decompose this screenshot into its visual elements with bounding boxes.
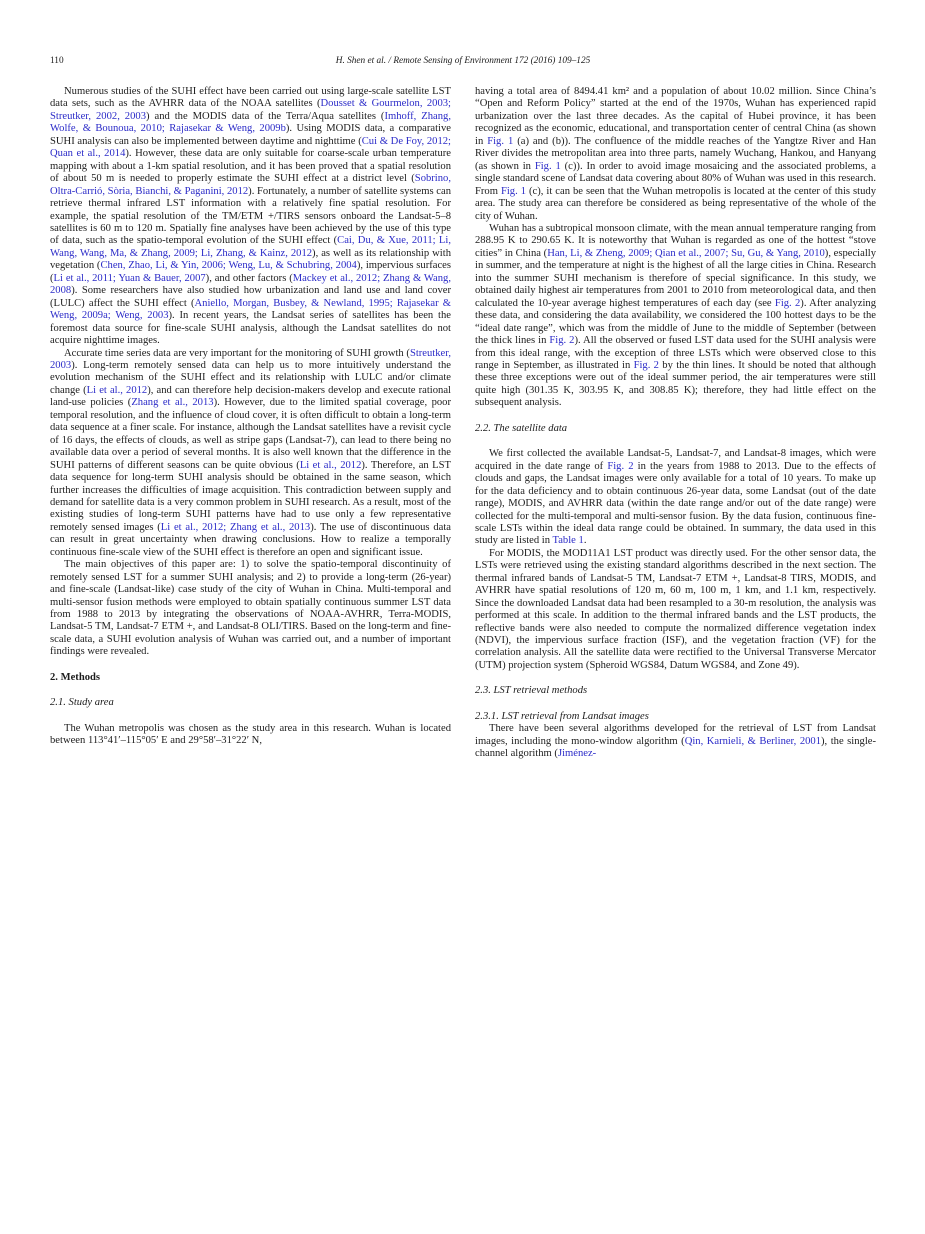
text-run: (c), it can be seen that the Wuhan metropolis is located at the center of this study area. The study area can therefore be considered as being representative of the whole of the city of Wuhan. [475, 185, 876, 222]
subsection-heading: 2.1. Study area [50, 697, 114, 709]
text-run: ). However, due to the limited spatial coverage, poor temporal resolution, and the influence of cloud cover, it is often difficult to obtain a long-term data sequence at a finer scale. For instance, although the Landsat satellites have a revisit cycle of 16 days, the effects of clouds, as well as stripe gaps (Landsat-7), can lead to there being no available data over a period of several months. It is also well known that the difference in the SUHI patterns of different seasons can be quite obvious ( [50, 397, 451, 471]
citation-link[interactable]: Li et al., 2012 [299, 459, 362, 471]
text-run: ), as well as its relationship with vegetation ( [50, 247, 451, 272]
text-run: ). All the observed or fused LST data used for the SUHI analysis were from this ideal range, with the exception of three LSTs which were observed close to this range in September, as illustrated in [475, 335, 876, 371]
citation-link[interactable]: Li et al., 2011; Yuan & Bauer, 2007 [53, 272, 206, 284]
citation-link[interactable]: Sobrino, Oltra-Carrió, Sòria, Bianchi, & Paganini, 2012 [50, 173, 451, 197]
text-run: ), especially in summer, and the temperature at night is the highest of all the large cities in China. Research into the summer SUHI mechanism is therefore of special significance. In this study, we obtained daily highest air temperatures from 2001 to 2010 from meteorological data, and then calculated the 10-year average highest temperatures of each day (see [475, 247, 877, 309]
text-run: ). However, these data are only suitable for coarse-scale urban temperature mapping with about a 1-km spatial resolution, and it has been proved that a spatial resolution of about 50 m is needed to properly estimate the SUHI effect at a district level ( [50, 148, 452, 185]
citation-link[interactable]: Fig. 2 [607, 460, 634, 472]
citation-link[interactable]: Fig. 1 [534, 160, 561, 172]
citation-link[interactable]: Fig. 2 [549, 335, 575, 347]
citation-link[interactable]: Jiménez- [557, 748, 597, 760]
text-run: having a total area of 8494.41 km² and a population of about 10.02 million. Since China’s “Open and Reform Policy” started at the end of the 1970s, Wuhan has experienced rapid urbanization over the last three decades. As the capital of Hubei province, it has been recognized as the economic, educational, and transportation center of central China (as shown in [475, 86, 876, 147]
citation-link[interactable]: Table 1 [552, 535, 584, 547]
page-header [50, 56, 876, 70]
text-run: ). Therefore, an LST data sequence for long-term SUHI analysis should be obtained in the same season, which further increases the difficulties of image acquisition. This contradiction between supply and demand for satellite data is a very common problem in SUHI research. As a result, most of the existing studies of long-term SUHI patterns have had to use only a few representative remotely sensed images ( [50, 459, 451, 533]
citation-link[interactable]: Zhang et al., 2013 [131, 397, 214, 409]
running-head: H. Shen et al. / Remote Sensing of Environment 172 (2016) 109–125 [335, 56, 591, 66]
paragraph [475, 448, 876, 548]
text-run: For MODIS, the MOD11A1 LST product was directly used. For the other sensor data, the LSTs were retrieved using the existing standard algorithms described in the next section. The thermal infrared bands of Landsat-5 TM, Landsat-7 ETM +, Landsat-8 TIRS, MODIS, and AVHRR have spatial resolutions of 120 m, 60 m, 100 m, 1 km, and 1.1 km, respectively. Since the downloaded Landsat data had been resampled to a 30-m resolution, the analysis was performed at this scale. In addition to the thermal infrared bands and the LST products, the reflective bands were also needed to compute the normalized difference vegetation index (NDVI), the impervious surface fraction (ISF), and the vegetation fraction (VF) for the correlation analysis. All the satellite data were rectified to the Universal Transverse Mercator (UTM) projection system (Spheroid WGS84, Datum WGS84, and Zone 49). [475, 547, 876, 671]
paragraph [50, 559, 451, 659]
citation-link[interactable]: Qin, Karnieli, & Berliner, 2001 [684, 735, 822, 747]
citation-link[interactable]: Han, Li, & Zheng, 2009; Qian et al., 2007; Su, Gu, & Yang, 2010 [547, 247, 825, 259]
text-run: ). The use of discontinuous data can result in great uncertainty when drawing conclusions. How to realize a temporally continuous fine-scale view of the SUHI effect is therefore an open and significant issue. [50, 521, 451, 558]
section-heading: 2. Methods [50, 671, 101, 683]
text-run: ), impervious surfaces ( [50, 260, 451, 284]
text-run: ), and other factors ( [205, 272, 293, 284]
citation-link[interactable]: Li et al., 2012 [86, 384, 148, 396]
paragraph [50, 86, 451, 348]
citation-link[interactable]: Mackey et al., 2012; Zhang & Wang, 2008 [50, 272, 451, 297]
citation-link[interactable]: Fig. 1 [487, 135, 514, 147]
paragraph [475, 548, 876, 673]
text-run: We first collected the available Landsat-5, Landsat-7, and Landsat-8 images, which were acquired in the date range of [475, 448, 876, 472]
text-run: in the years from 1988 to 2013. Due to the effects of clouds and gaps, the Landsat images were only available for a total of 10 years. To make up for the data deficiency and to obtain continuous 26-year data, some Landsat (out of the date range), MODIS, and AVHRR data (within the date range and/or out of the date range) were collected for the multi-temporal and multi-sensor fusion. By the data fusion, continuous fine-scale LSTs within the ideal data range could be obtained. In summary, the data used in this study are listed in [475, 460, 876, 547]
text-run: There have been several algorithms developed for the retrieval of LST from Landsat images, including the mono-window algorithm ( [475, 723, 876, 747]
citation-link[interactable]: Streutker, 2003 [50, 347, 451, 371]
citation-link[interactable]: Li et al., 2012; Zhang et al., 2013 [160, 521, 311, 533]
citation-link[interactable]: Dousset & Gourmelon, 2003; Streutker, 2002, 2003 [50, 98, 451, 122]
article-body [50, 86, 876, 761]
citation-link[interactable]: Cui & De Foy, 2012; Quan et al., 2014 [50, 135, 451, 160]
text-run: ), the single-channel algorithm ( [475, 735, 876, 760]
text-run: Accurate time series data are very important for the monitoring of SUHI growth ( [64, 347, 410, 359]
subsection-heading: 2.2. The satellite data [475, 422, 568, 434]
page-number: 110 [50, 56, 64, 66]
text-run: The Wuhan metropolis was chosen as the study area in this research. Wuhan is located between 113°41′–115°05′ E and 29°58′–31°22′ N, [50, 722, 451, 747]
paragraph [475, 223, 876, 410]
text-run: . [583, 535, 587, 547]
citation-link[interactable]: Fig. 2 [774, 297, 801, 309]
text-run: ). Long-term remotely sensed data can help us to more intuitively understand the evolution mechanism of the SUHI effect and its relationship with LULC and/or climate change ( [50, 359, 451, 396]
text-run: The main objectives of this paper are: 1) to solve the spatio-temporal discontinuity of remotely sensed LST for a summer SUHI analysis; and 2) to provide a long-term (26-year) and fine-scale (Landsat-like) case study of the city of Wuhan in China. Multi-temporal and multi-sensor fusion methods were employed to obtain spatially continuous summer LST data from 1988 to 2013 by integrating the observations of NOAA-AVHRR, Terra-MODIS, Landsat-5 TM, Landsat-7 ETM +, and Landsat-8 OLI/TIRS. Based on the long-term and fine-scale data, a SUHI evolution analysis of Wuhan was carried out, and a number of important findings were revealed. [50, 559, 451, 658]
text-run: ), and can therefore help decision-makers develop and execute rational land-use policies ( [50, 384, 451, 409]
subsection-heading: 2.3. LST retrieval methods [475, 685, 588, 697]
citation-link[interactable]: Aniello, Morgan, Busbey, & Newland, 1995; Rajasekar & Weng, 2009a; Weng, 2003 [50, 297, 451, 322]
paragraph [50, 348, 451, 560]
text-run: ). Some researchers have also studied how urbanization and land use and land cover (LULC) affect the SUHI effect ( [50, 285, 451, 309]
citation-link[interactable]: Cai, Du, & Xue, 2011; Li, Wang, Wang, Ma, & Zhang, 2009; Li, Zhang, & Kainz, 2012 [50, 235, 451, 259]
citation-link[interactable]: Fig. 2 [633, 359, 659, 371]
subsubsection-heading: 2.3.1. LST retrieval from Landsat images [475, 710, 649, 722]
citation-link[interactable]: Chen, Zhao, Li, & Yin, 2006; Weng, Lu, & Schubring, 2004 [100, 260, 357, 272]
text-run: (c)). In order to avoid image mosaicing and the associated problems, a single standard scene of Landsat data covering about 80% of Wuhan was used in this research. From [475, 160, 876, 197]
paragraph [475, 86, 876, 223]
text-run: Wuhan has a subtropical monsoon climate, with the mean annual temperature ranging from 288.95 K to 290.65 K. It is noteworthy that Wuhan is regarded as one of the hottest “stove cities” in China ( [475, 222, 877, 259]
text-run: ). Using MODIS data, a comparative SUHI analysis can also be implemented between daytime and nighttime ( [50, 123, 451, 147]
text-run: ). After analyzing these data, and considering the data availability, we considered the 100 hottest days to be the “ideal date range”, which was from the middle of June to the middle of September (between the thick lines in [475, 297, 876, 347]
text-run: ). In recent years, the Landsat series of satellites has been the foremost data source for fine-scale SUHI analysis, although the Landsat satellites do not acquire nighttime images. [50, 310, 451, 347]
text-run: ) and the MODIS data of the Terra/Aqua satellites ( [146, 110, 385, 122]
text-run: (a) and (b)). The confluence of the middle reaches of the Yangtze River and Han River divides the metropolitan area into three parts, namely Wuchang, Hankou, and Hanyang (as shown in [475, 135, 876, 172]
text-run: by the thin lines. It should be noted that although these three exceptions were out of the ideal summer period, the air temperatures were still quite high (301.35 K, 303.95 K, and 308.85 K); therefore, they had little effect on the subsequent analysis. [475, 359, 876, 409]
citation-link[interactable]: Imhoff, Zhang, Wolfe, & Bounoua, 2010; Rajasekar & Weng, 2009b [50, 110, 451, 135]
paragraph [475, 723, 876, 760]
paragraph [50, 723, 451, 748]
text-run: ). Fortunately, a number of satellite systems can retrieve thermal infrared LST information with a relatively fine spatial resolution. For example, the spatial resolution of the TM/ETM +/TIRS sensors onboard the Landsat-5–8 satellites is 60 m to 120 m. Spatially fine analyses have been achieved by the use of this type of data, such as the spatio-temporal evolution of the SUHI effect ( [50, 185, 451, 247]
citation-link[interactable]: Fig. 1 [500, 185, 527, 197]
right-column [475, 86, 876, 761]
text-run: Numerous studies of the SUHI effect have been carried out using large-scale satellite LST data sets, such as the AVHRR data of the NOAA satellites ( [50, 86, 451, 110]
left-column [50, 86, 451, 761]
